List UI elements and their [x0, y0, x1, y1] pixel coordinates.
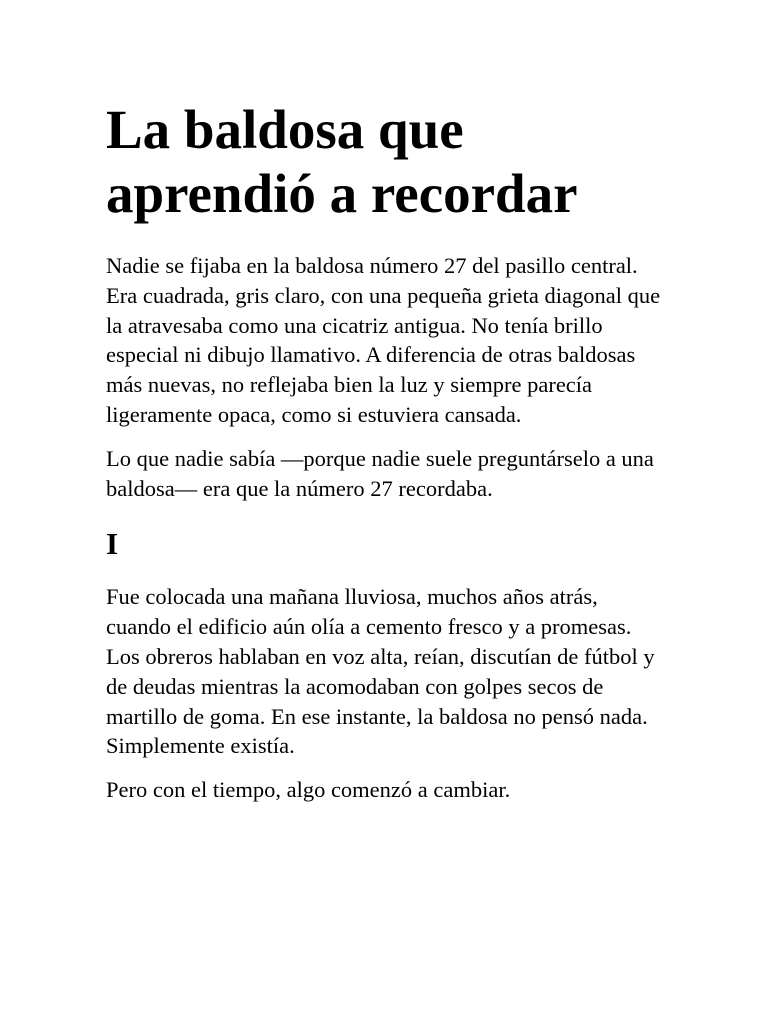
paragraph-intro-2: Lo que nadie sabía —porque nadie suele preguntárselo a una baldosa— era que la número 27 recordaba. [106, 445, 654, 501]
paragraph-section-2: Pero con el tiempo, algo comenzó a cambiar. [106, 777, 511, 803]
document-title: La baldosa que aprendió a recordar [106, 99, 578, 224]
section-heading: I [106, 526, 119, 562]
paragraph-section-1: Fue colocada una mañana lluviosa, muchos años atrás, cuando el edificio aún olía a cemento fresco y a promesas. Los obreros hablaban en voz alta, reían, discutían de fútbol y de deudas mientras la acomodaban con golpes secos de martillo de goma. En ese instante, la baldosa no pensó nada. Simplemente existía. [106, 584, 655, 759]
paragraph-intro-1: Nadie se fijaba en la baldosa número 27 del pasillo central. Era cuadrada, gris claro, con una pequeña grieta diagonal que la atravesaba como una cicatriz antigua. No tenía brillo especial ni dibujo llamativo. A diferencia de otras baldosas más nuevas, no reflejaba bien la luz y siempre parecía ligeramente opaca, como si estuviera cansada. [106, 253, 661, 427]
